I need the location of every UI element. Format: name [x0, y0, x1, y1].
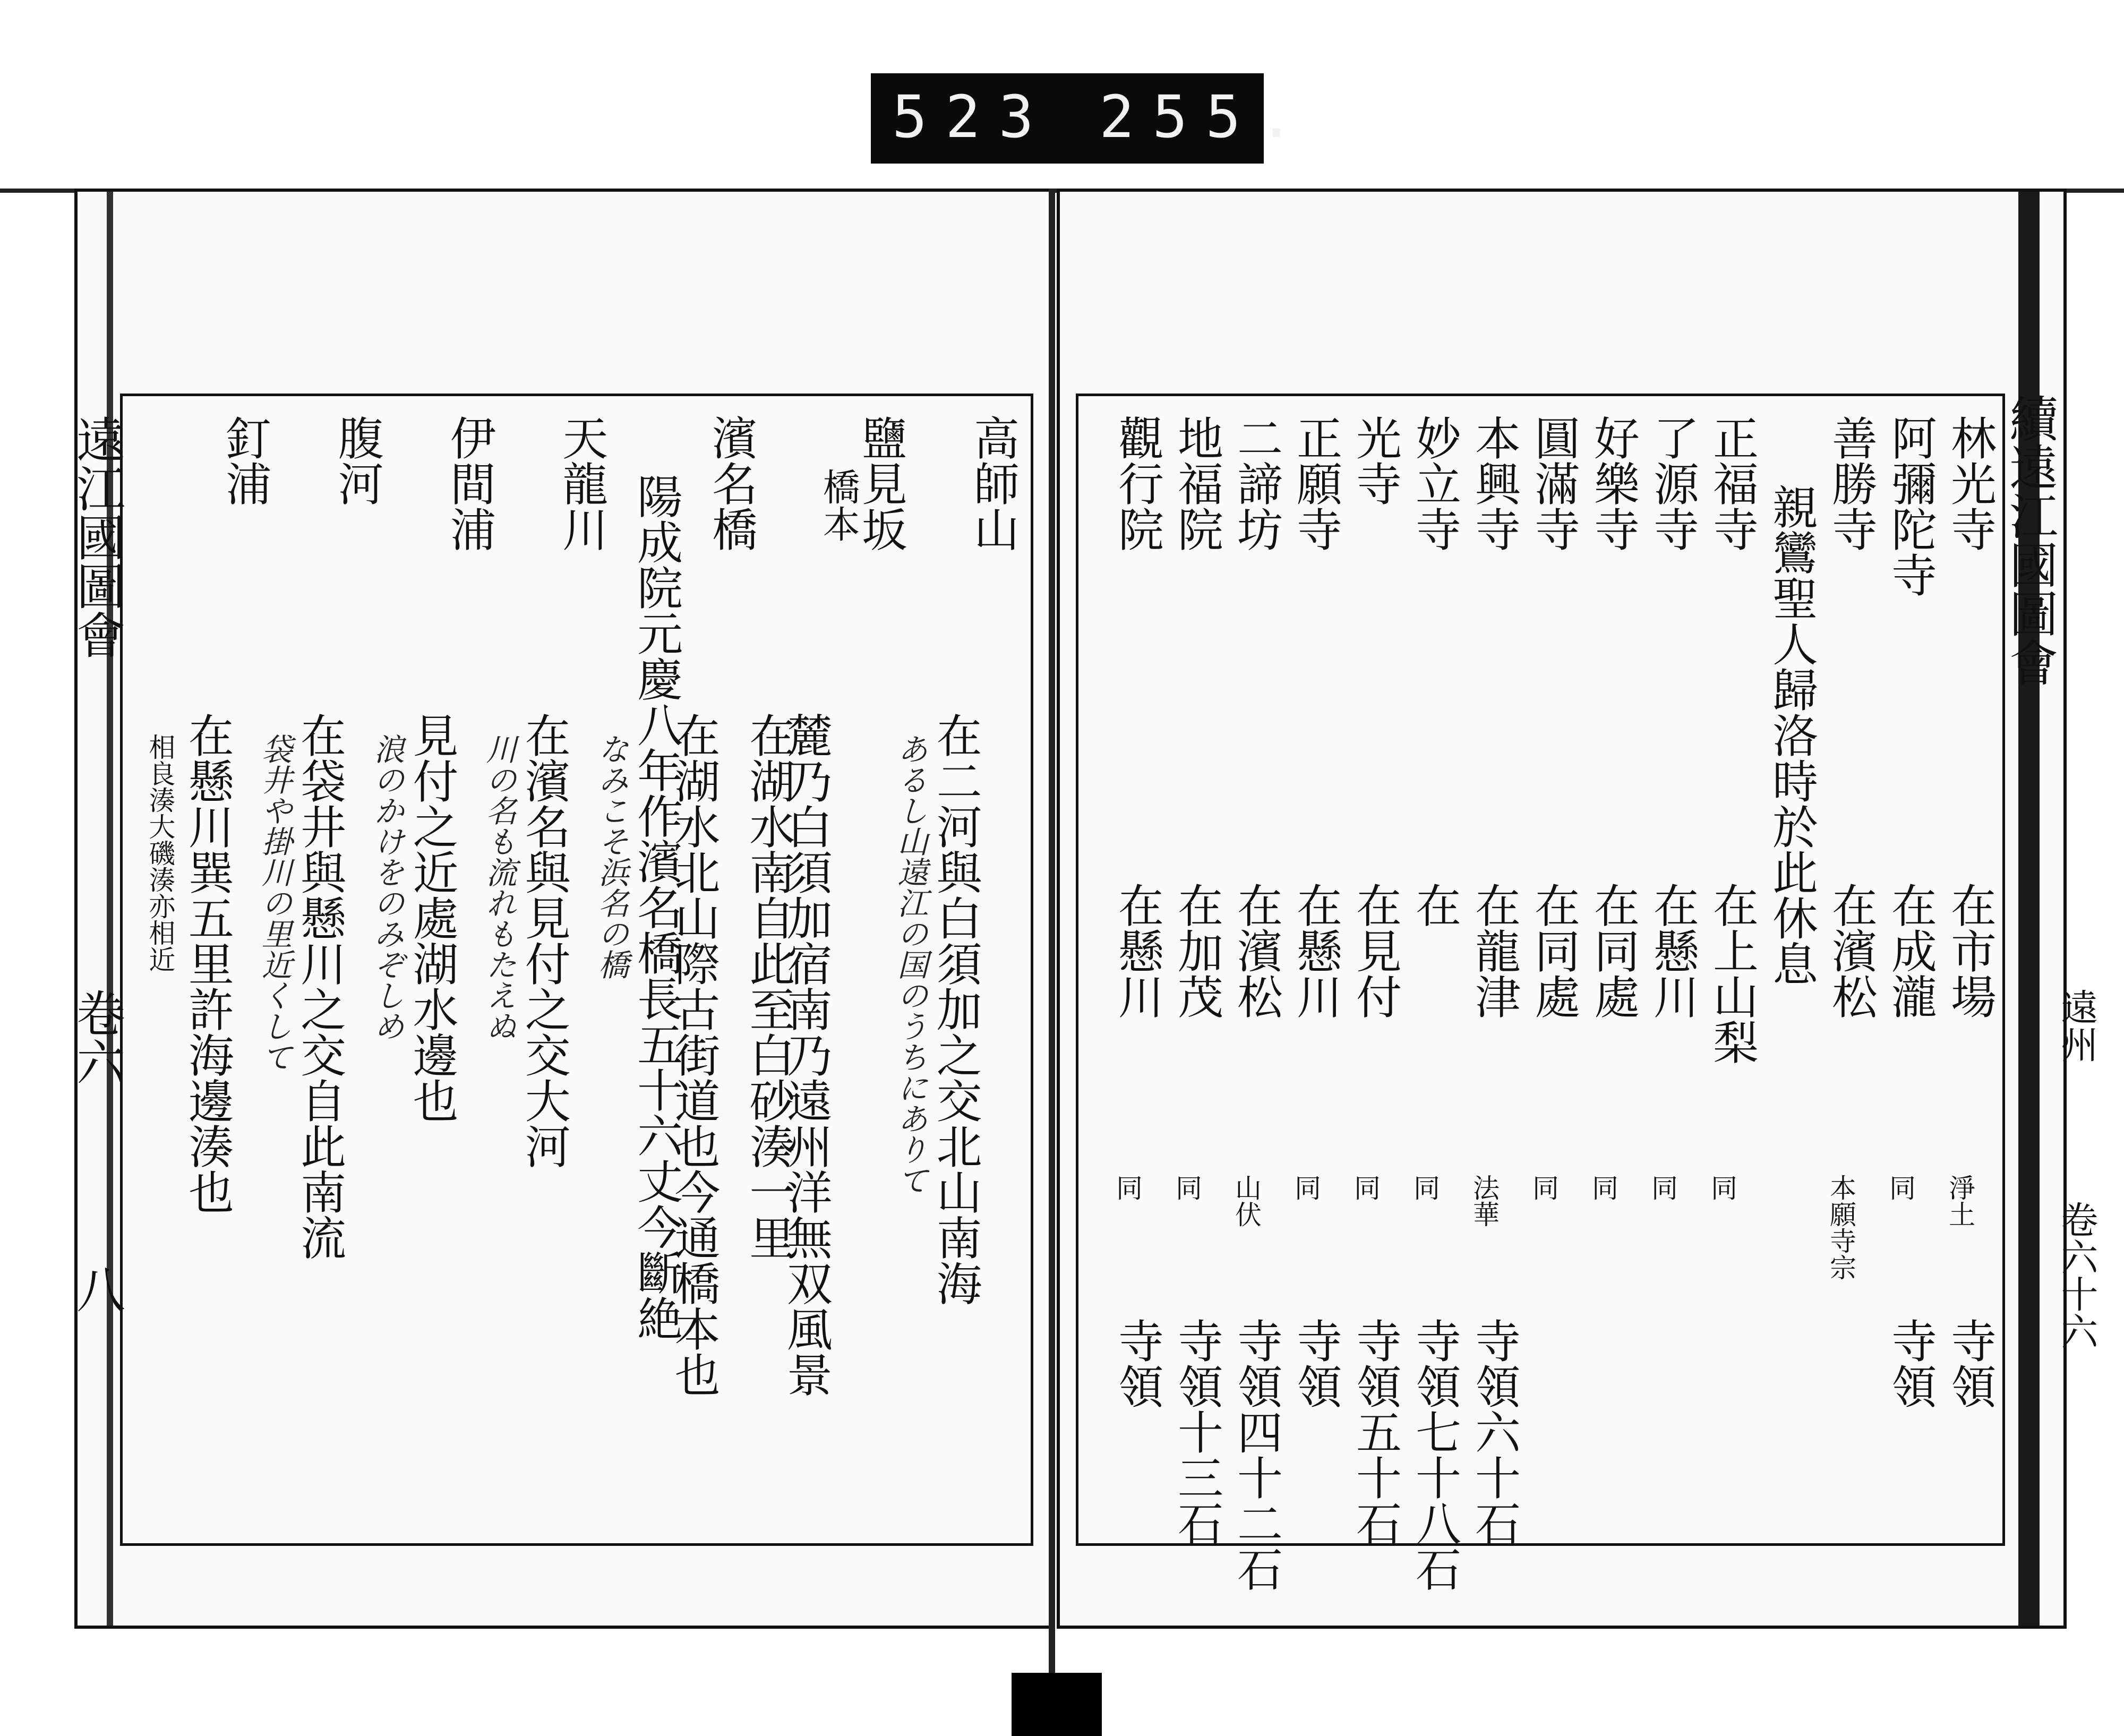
- right-row-10-name: 光寺: [1348, 415, 1401, 506]
- left-column-14: 伊間浦: [442, 415, 495, 552]
- left-column-7: 濱名橋: [704, 415, 757, 552]
- left-margin-title: 遠江國圖會: [68, 415, 125, 659]
- book-spine: [1049, 189, 1055, 1675]
- right-row-12-sect: 山伏: [1231, 1174, 1262, 1227]
- right-row-11-sect: 同: [1290, 1174, 1321, 1201]
- right-row-9-fief: 寺領七十八石: [1408, 1318, 1461, 1592]
- right-row-10-loc: 在見付: [1348, 882, 1401, 1019]
- right-row-5-sect: 同: [1647, 1174, 1678, 1201]
- left-column-18: 在袋井與懸川之交自此南流: [293, 712, 346, 1260]
- right-row-2-sect: 本願寺宗: [1826, 1174, 1856, 1280]
- left-column-5: 麓乃白須加宿南乃遠州洋無双風景: [778, 712, 832, 1397]
- right-row-5-loc: 在懸川: [1646, 882, 1699, 1019]
- right-row-0-name: 林光寺: [1943, 415, 1996, 552]
- left-column-20: 釘浦: [218, 415, 271, 506]
- right-row-6-loc: 在同處: [1586, 882, 1639, 1019]
- right-row-0-fief: 寺領: [1943, 1318, 1996, 1409]
- right-row-13-sect: 同: [1171, 1174, 1202, 1201]
- left-column-3: 鹽見坂: [853, 415, 907, 552]
- right-row-5-name: 了源寺: [1646, 415, 1699, 552]
- left-edge-strip: [107, 192, 113, 1626]
- right-row-11-loc: 在懸川: [1289, 882, 1342, 1019]
- right-row-7-loc: 在同處: [1527, 882, 1580, 1019]
- right-row-8-loc: 在龍津: [1467, 882, 1520, 1019]
- right-row-4-sect: 同: [1707, 1174, 1737, 1201]
- right-row-14-name: 觀行院: [1110, 415, 1163, 552]
- right-row-7-name: 圓滿寺: [1527, 415, 1580, 552]
- right-page: [1057, 189, 2099, 1629]
- right-row-1-sect: 同: [1885, 1174, 1916, 1201]
- right-row-1-fief: 寺領: [1883, 1318, 1937, 1409]
- left-column-15: 見付之近處湖水邊也: [405, 712, 458, 1123]
- left-column-21: 在懸川巽五里許海邊湊也: [180, 712, 234, 1215]
- right-row-8-fief: 寺領六十石: [1467, 1318, 1520, 1546]
- right-row-4-loc: 在上山梨: [1705, 882, 1758, 1065]
- right-row-8-name: 本興寺: [1467, 415, 1520, 552]
- right-row-6-sect: 同: [1588, 1174, 1618, 1201]
- tag-left-number: 523: [892, 83, 1052, 151]
- right-margin-page: 卷六十六: [2055, 1201, 2099, 1349]
- archive-number-tag: [871, 73, 1312, 164]
- left-column-8: 在湖水北山際古街道也今通橋本也: [666, 712, 720, 1397]
- left-column-17: 腹河: [330, 415, 383, 506]
- left-column-19: 袋井や掛川の里近くして: [256, 733, 293, 1072]
- left-column-6: 在湖水南自此至白砂湊一里: [741, 712, 795, 1260]
- left-margin-page: 八: [68, 1264, 125, 1313]
- right-row-11-name: 正願寺: [1289, 415, 1342, 552]
- right-row-10-fief: 寺領五十石: [1348, 1318, 1401, 1546]
- left-column-0: 高師山: [966, 415, 1019, 552]
- left-column-4: 橋本: [817, 468, 861, 542]
- right-margin-volume: 遠州: [2055, 988, 2099, 1063]
- spine-base: [1012, 1673, 1102, 1736]
- right-row-9-name: 妙立寺: [1408, 415, 1461, 552]
- left-page: [68, 189, 1052, 1629]
- right-row-14-sect: 同: [1112, 1174, 1143, 1201]
- right-row-13-name: 地福院: [1170, 415, 1223, 552]
- left-column-12: 在濱名與見付之交大河: [517, 712, 570, 1169]
- right-row-2-loc: 在濱松: [1824, 882, 1877, 1019]
- right-row-14-loc: 在懸川: [1110, 882, 1163, 1019]
- right-row-14-fief: 寺領: [1110, 1318, 1163, 1409]
- right-row-12-loc: 在濱松: [1229, 882, 1282, 1019]
- right-row-13-fief: 寺領十三石: [1170, 1318, 1223, 1546]
- right-row-1-name: 阿彌陀寺: [1883, 415, 1937, 597]
- right-row-13-loc: 在加茂: [1170, 882, 1223, 1019]
- left-margin-volume: 卷六: [68, 988, 125, 1086]
- left-column-11: 天龍川: [554, 415, 608, 552]
- right-row-9-sect: 同: [1409, 1174, 1440, 1201]
- right-row-8-sect: 法華: [1469, 1174, 1500, 1227]
- left-column-1: 在二河與白須加之交北山南海: [928, 712, 982, 1306]
- left-column-10: なみこそ浜名の橋: [593, 733, 629, 980]
- right-row-12-name: 二諦坊: [1229, 415, 1282, 552]
- right-row-4-name: 正福寺: [1705, 415, 1758, 552]
- right-row-2-name: 善勝寺: [1824, 415, 1877, 552]
- right-row-10-sect: 同: [1350, 1174, 1381, 1201]
- right-row-0-loc: 在市場: [1943, 882, 1996, 1019]
- right-row-11-fief: 寺領: [1289, 1318, 1342, 1409]
- right-row-0-sect: 淨土: [1945, 1174, 1975, 1227]
- right-row-7-sect: 同: [1528, 1174, 1559, 1201]
- left-column-22: 相良湊大磯湊亦相近: [144, 733, 176, 972]
- right-row-12-fief: 寺領四十二石: [1229, 1318, 1282, 1592]
- right-row-9-loc: 在: [1408, 882, 1461, 928]
- left-column-13: 川の名も流れもたえぬ: [481, 733, 517, 1041]
- tag-right-number: 255.: [1099, 83, 1312, 151]
- right-row-1-loc: 在成瀧: [1883, 882, 1937, 1019]
- left-column-16: 浪のかけをのみぞしめ: [369, 733, 405, 1041]
- left-column-2: あるし山遠江の国のうちにありて: [892, 733, 929, 1195]
- left-column-9: 陽成院元慶八年作濱名橋長五十六丈今斷絶: [629, 473, 683, 1341]
- right-row-6-name: 好樂寺: [1586, 415, 1639, 552]
- right-row-3-name: 親鸞聖人歸洛時於此休息: [1765, 484, 1818, 986]
- right-margin-title: 續遠江國圖會: [2001, 394, 2058, 687]
